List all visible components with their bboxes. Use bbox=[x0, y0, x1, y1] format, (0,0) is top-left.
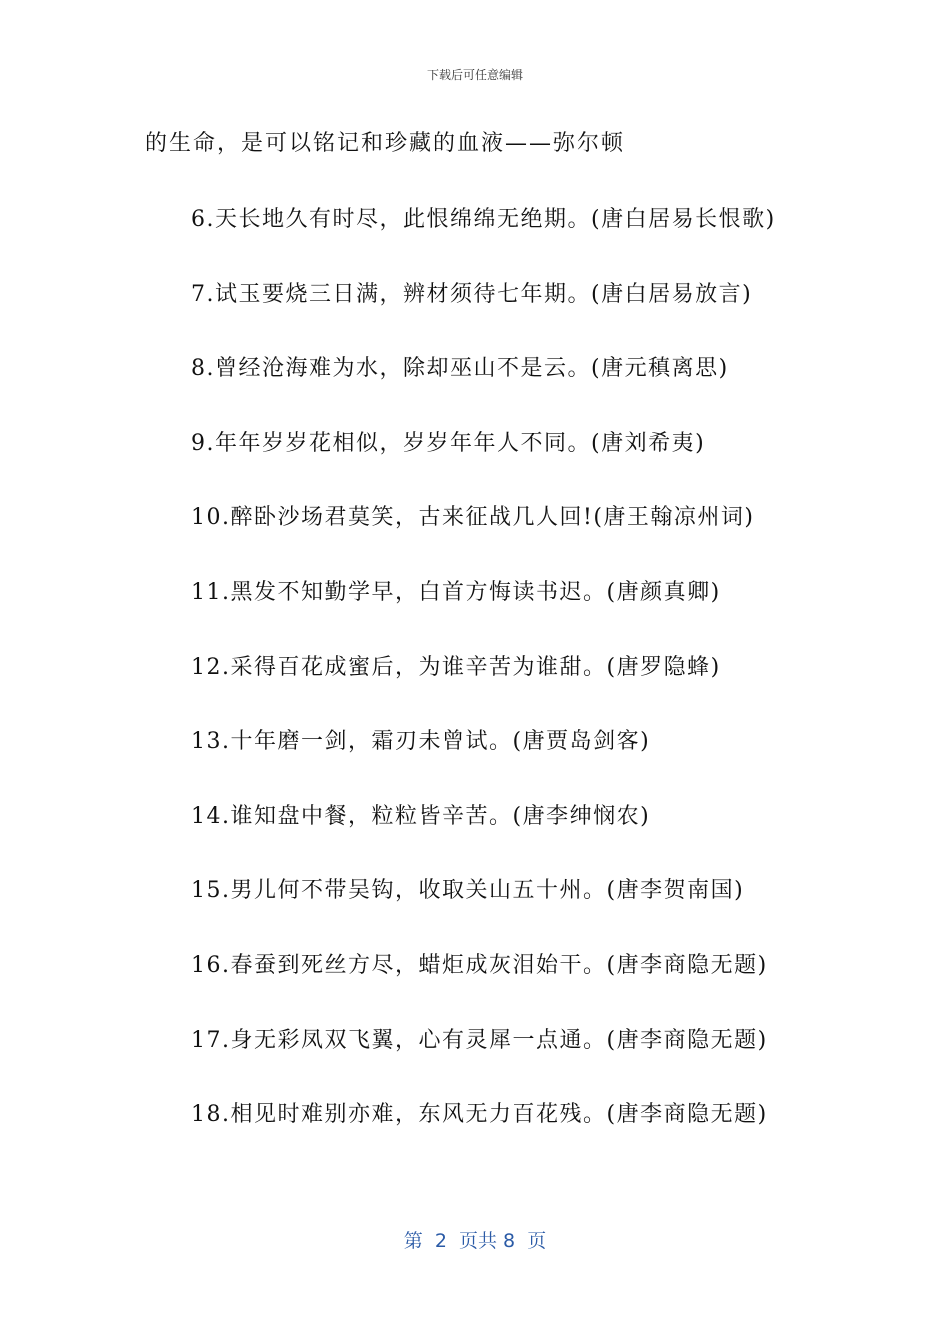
poem-line: 10.醉卧沙场君莫笑，古来征战几人回!(唐王翰凉州词) bbox=[191, 505, 755, 531]
poem-line: 6.天长地久有时尽，此恨绵绵无绝期。(唐白居易长恨歌) bbox=[191, 207, 776, 232]
poem-line: 16.春蚕到死丝方尽，蜡炬成灰泪始干。(唐李商隐无题) bbox=[191, 952, 768, 978]
poem-line-list bbox=[191, 204, 776, 1174]
page-number-footer: 第 2 页共 8 页 bbox=[403, 1230, 547, 1252]
poem-line: 9.年年岁岁花相似，岁岁年年人不同。(唐刘希夷) bbox=[191, 430, 706, 456]
intro-text: 的生命，是可以铭记和珍藏的血液——弥尔顿 bbox=[145, 131, 626, 156]
poem-line: 14.谁知盘中餐，粒粒皆辛苦。(唐李绅悯农) bbox=[191, 803, 651, 829]
poem-line: 12.采得百花成蜜后，为谁辛苦为谁甜。(唐罗隐蜂) bbox=[191, 654, 721, 680]
poem-line: 8.曾经沧海难为水，除却巫山不是云。(唐元稹离思) bbox=[191, 356, 729, 382]
poem-line: 7.试玉要烧三日满，辨材须待七年期。(唐白居易放言) bbox=[191, 281, 753, 307]
poem-line: 17.身无彩凤双飞翼，心有灵犀一点通。(唐李商隐无题) bbox=[191, 1027, 768, 1053]
page-header: 下载后可任意编辑 bbox=[426, 68, 523, 82]
poem-line: 15.男儿何不带吴钩，收取关山五十州。(唐李贺南国) bbox=[191, 878, 745, 904]
poem-line: 13.十年磨一剑，霜刃未曾试。(唐贾岛剑客) bbox=[191, 729, 651, 755]
poem-line: 18.相见时难别亦难，东风无力百花残。(唐李商隐无题) bbox=[191, 1102, 768, 1128]
poem-line: 11.黑发不知勤学早，白首方悔读书迟。(唐颜真卿) bbox=[191, 579, 721, 605]
